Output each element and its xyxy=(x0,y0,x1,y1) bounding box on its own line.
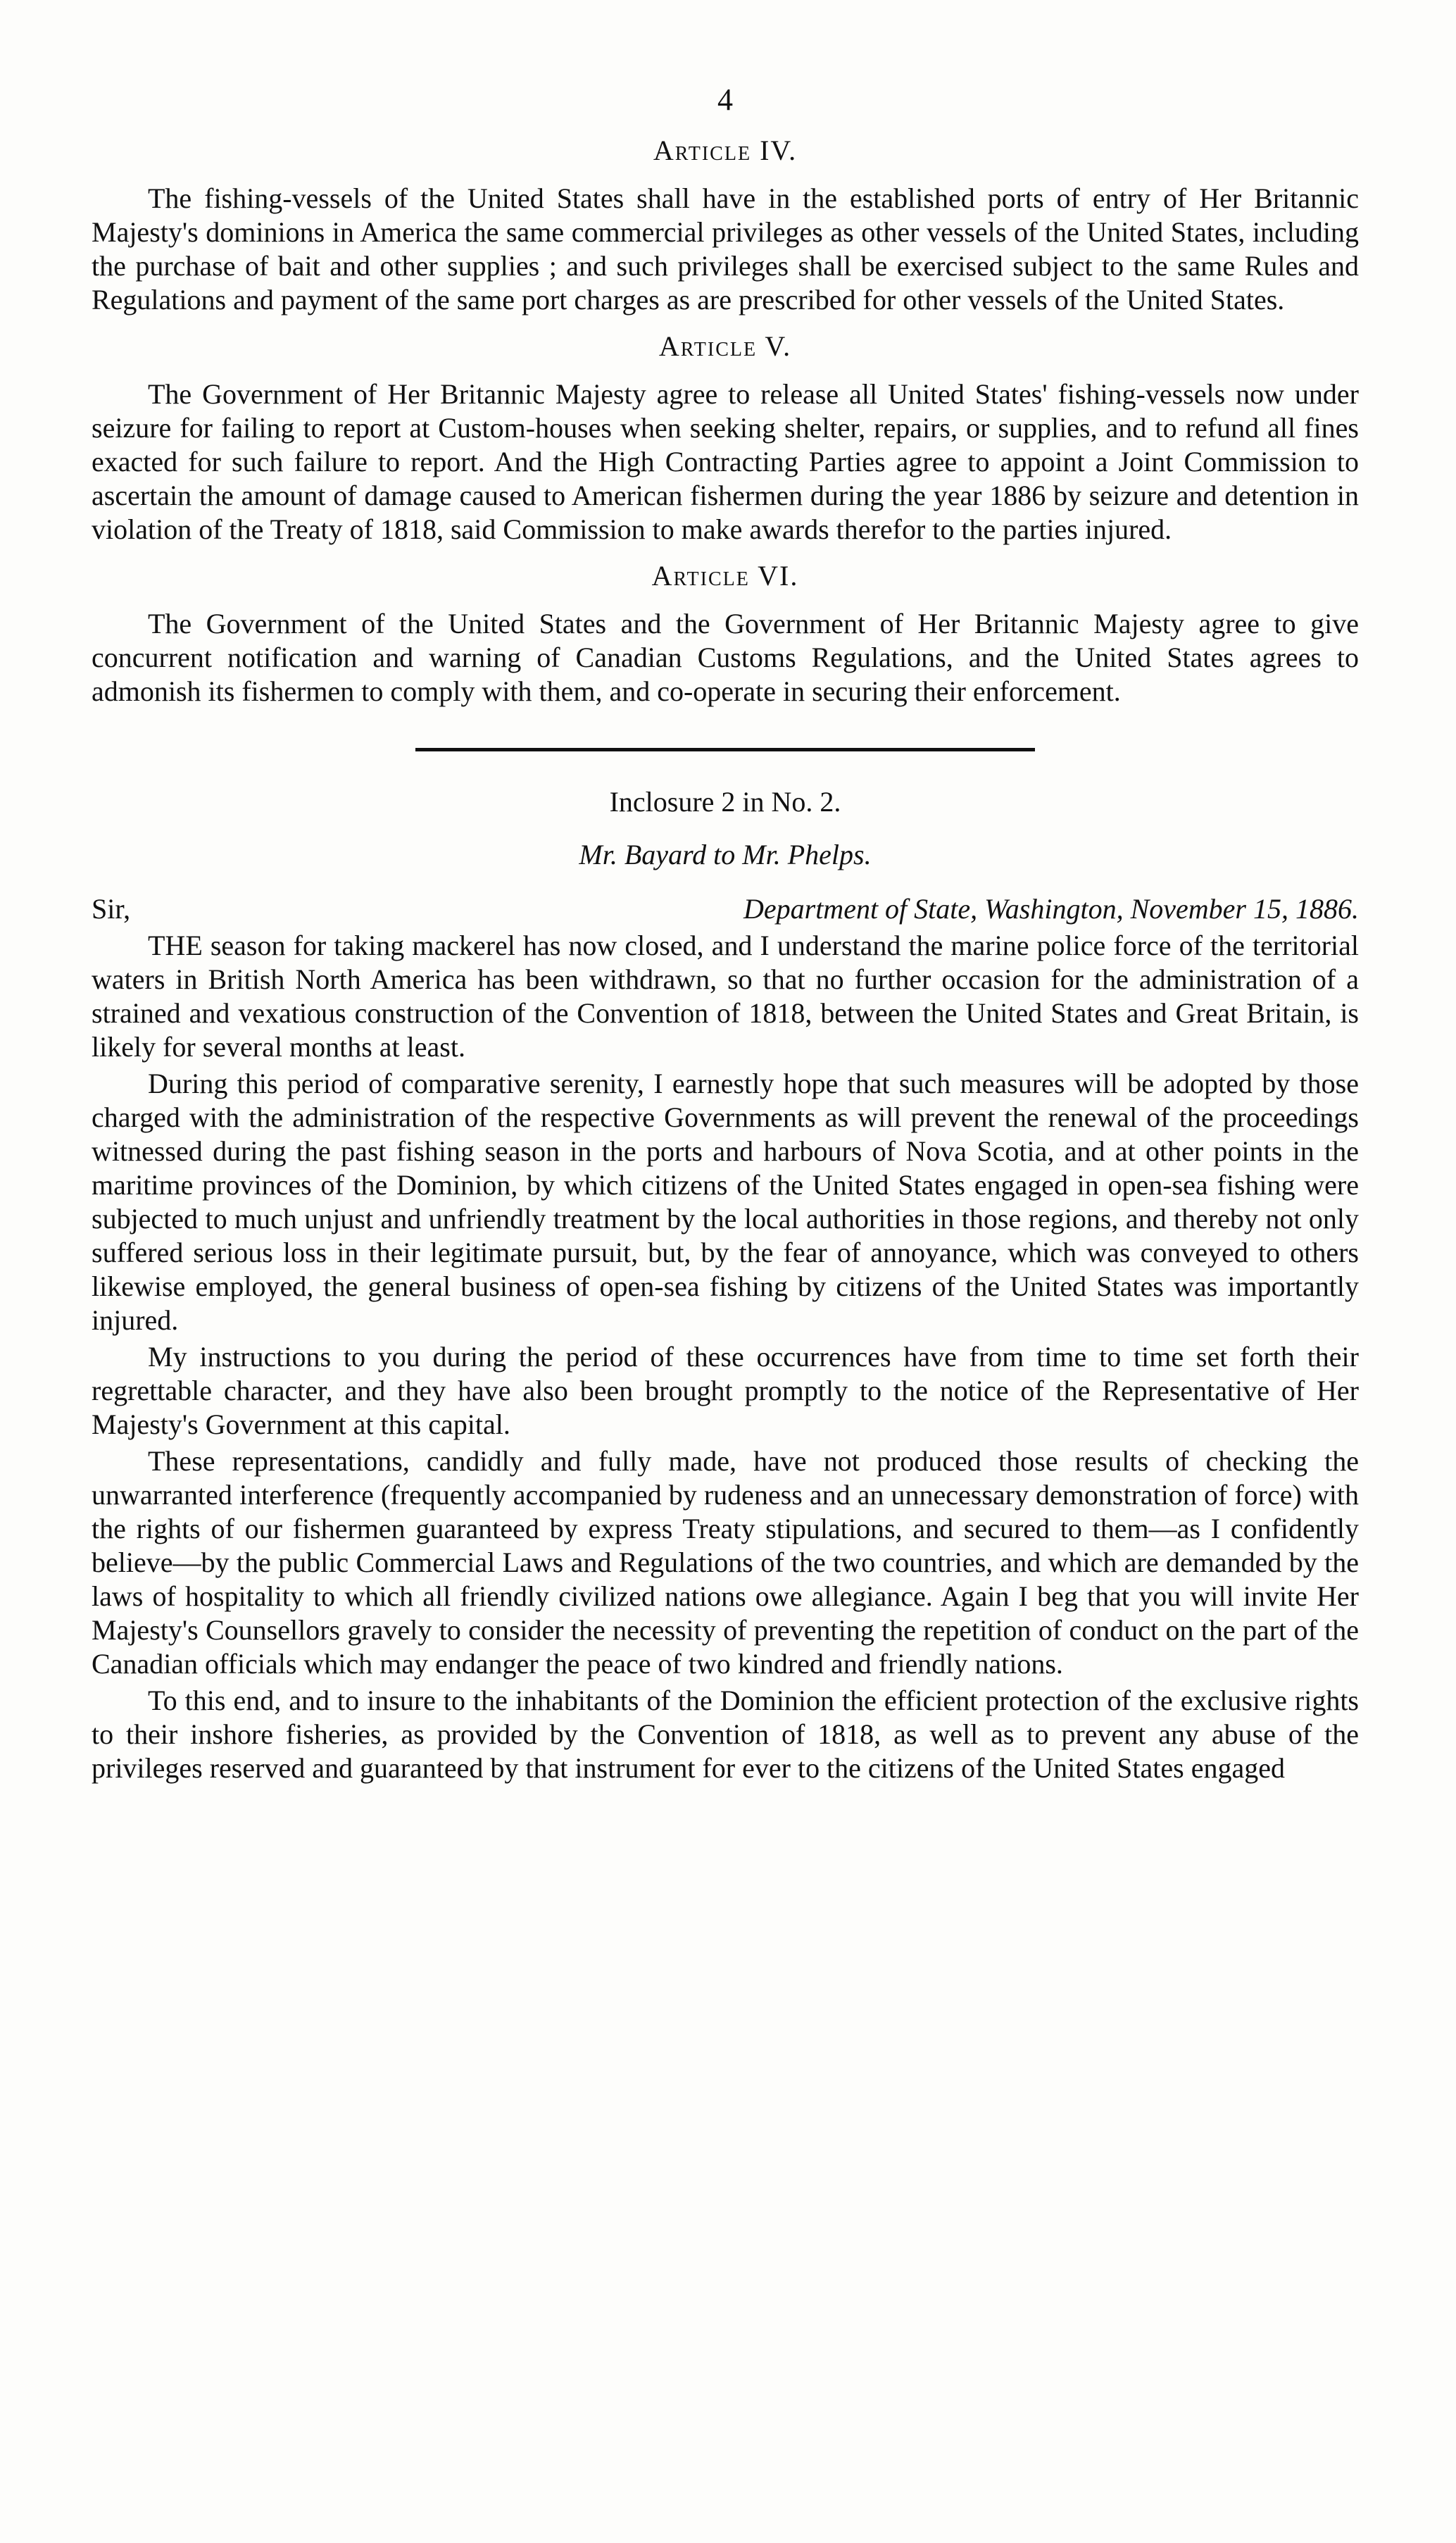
letter-paragraph: To this end, and to insure to the inhabitants of the Dominion the efficient protection of the exclusive rights to their inshore fisheries, as provided by the Convention of 1818, as well as to prevent any abuse of the privileges reserved and guaranteed by that instrument for ever to the citizens of the United States engaged xyxy=(92,1685,1359,1784)
letter-paragraph: My instructions to you during the period of these occurrences have from time to time set forth their regrettable character, and they have also been brought promptly to the notice of the Representative of Her Majesty's Government at this capital. xyxy=(92,1341,1359,1440)
place-date: Department of State, Washington, November 15, 1886. xyxy=(743,893,1359,925)
letter-paragraph: These representations, candidly and fully made, have not produced those results of checking the unwarranted interference (frequently accompanied by rudeness and an unnecessary demonstration of force) with the rights of our fishermen guaranteed by express Treaty stipulations, and secured to them—as I confidently believe—by the public Commercial Laws and Regulations of the two countries, and which are demanded by the laws of hospitality to which all friendly civilized nations owe allegiance. Again I beg that you will invite Her Majesty's Counsellors gravely to consider the necessity of preventing the repetition of conduct on the part of the Canadian officials which may endanger the peace of two kindred and friendly nations. xyxy=(92,1445,1359,1680)
inclosure-heading: Inclosure 2 in No. 2. xyxy=(609,786,841,818)
article-text: The fishing-vessels of the United States shall have in the established ports of entry of Her Britannic Majesty's dominions in America the same commercial privileges as other vessels of the United States, including the purchase of bait and other supplies ; and such privileges shall be exercised subject to the same Rules and Regulations and payment of the same port charges as are prescribed for other vessels of the United States. xyxy=(92,182,1359,315)
salutation: Sir, xyxy=(92,893,131,925)
article-heading: Article VI. xyxy=(651,560,799,592)
article-4 xyxy=(92,135,1359,317)
letter-body xyxy=(92,929,1359,1785)
article-text: The Government of Her Britannic Majesty agree to release all United States' fishing-vessels now under seizure for failing to report at Custom-houses when seeking shelter, repairs, or supplies, and to refund all fines exacted for such failure to report. And the High Contracting Parties agree to appoint a Joint Commission to ascertain the amount of damage caused to American fishermen during the year 1886 by seizure and detention in violation of the Treaty of 1818, said Commission to make awards therefor to the parties injured. xyxy=(92,378,1359,545)
page-number: 4 xyxy=(717,82,733,117)
letter-dateline xyxy=(92,892,1359,926)
article-6 xyxy=(92,561,1359,708)
letter-paragraph: THE season for taking mackerel has now closed, and I understand the marine police force of the territorial waters in British North America has been withdrawn, so that no further occasion for the administration of a strained and vexatious construction of the Convention of 1818, between the United States and Great Britain, is likely for several months at least. xyxy=(92,930,1359,1063)
article-5 xyxy=(92,331,1359,546)
letter-paragraph: During this period of comparative serenity, I earnestly hope that such measures will be adopted by those charged with the administration of the respective Governments as will prevent the renewal of the proceedings witnessed during the past fishing season in the ports and harbours of Nova Scotia, and at other points in the maritime provinces of the Dominion, by which citizens of the United States engaged in open-sea fishing were subjected to much unjust and unfriendly treatment by the local authorities in those regions, and thereby not only suffered serious loss in their legitimate pursuit, but, by the fear of annoyance, which was conveyed to others likewise employed, the general business of open-sea fishing by citizens of the United States was importantly injured. xyxy=(92,1068,1359,1336)
letter-heading: Mr. Bayard to Mr. Phelps. xyxy=(579,839,872,870)
article-heading: Article V. xyxy=(658,330,792,362)
article-text: The Government of the United States and the Government of Her Britannic Majesty agree to give concurrent notification and warning of Canadian Customs Regulations, and the United States agrees to admonish its fishermen to comply with them, and co-operate in securing their enforcement. xyxy=(92,608,1359,707)
article-heading: Article IV. xyxy=(653,135,798,166)
section-divider xyxy=(415,748,1035,751)
page-content xyxy=(92,82,1359,1788)
